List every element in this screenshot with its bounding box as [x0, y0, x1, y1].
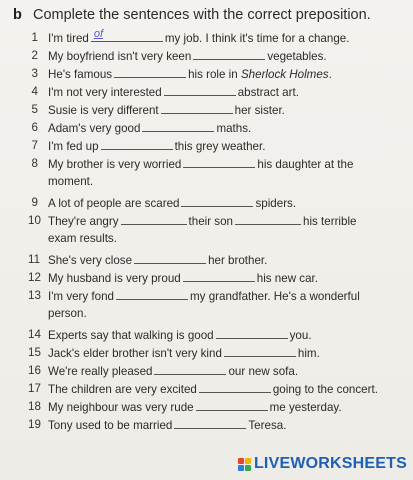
logo-square — [238, 458, 244, 464]
sentence-start: Experts say that walking is good — [48, 329, 214, 342]
liveworksheets-logo[interactable] — [238, 454, 407, 474]
italic-title: Sherlock Holmes — [240, 68, 329, 81]
sentence-punctuation: . — [328, 68, 332, 81]
item-number: 10 — [28, 214, 41, 227]
item-number: 19 — [28, 418, 41, 431]
answer-blank-16[interactable] — [154, 362, 226, 375]
sentence-start: Jack's elder brother isn't very kind — [48, 347, 222, 360]
sentence-start: A lot of people are scared — [48, 197, 180, 210]
sentence-end: maths. — [216, 122, 252, 135]
answer-blank-13[interactable] — [116, 287, 188, 300]
sentence-end: going to the concert. — [272, 383, 378, 396]
sentence-start: My brother is very worried — [48, 158, 182, 171]
sentence-end: abstract art. — [237, 86, 299, 99]
answer-blank-10b[interactable] — [235, 212, 301, 225]
item-number: 1 — [31, 31, 38, 44]
sentence-end: him. — [297, 347, 320, 360]
sentence-end: vegetables. — [267, 50, 327, 63]
answer-blank-15[interactable] — [224, 344, 296, 357]
answer-blank-3[interactable] — [114, 65, 186, 78]
sentence-start: Susie is very different — [48, 104, 159, 117]
item-number: 13 — [28, 289, 41, 302]
sentence-middle: their son — [188, 215, 233, 228]
item-number: 12 — [28, 271, 41, 284]
sentence-end: his daughter at the — [257, 158, 354, 171]
sentence-end: my grandfather. He's a wonderful — [190, 290, 360, 303]
sentence-end: you. — [289, 329, 312, 342]
item-number: 2 — [31, 49, 38, 62]
answer-blank-2[interactable] — [193, 47, 265, 60]
answer-blank-11[interactable] — [134, 251, 206, 264]
sentence-continuation: moment. — [48, 175, 94, 188]
sentence-start: She's very close — [48, 254, 133, 267]
sentence-end: me yesterday. — [269, 401, 342, 414]
answer-blank-19[interactable] — [174, 416, 246, 429]
logo-square — [245, 458, 251, 464]
answer-blank-18[interactable] — [196, 398, 268, 411]
sentence-end: my job. I think it's time for a change. — [164, 32, 350, 45]
answer-blank-6[interactable] — [142, 119, 214, 132]
sentence-end: her sister. — [234, 104, 285, 117]
answer-blank-4[interactable] — [164, 83, 236, 96]
item-number: 14 — [28, 328, 41, 341]
sentence-end: her brother. — [208, 254, 268, 267]
answer-blank-1[interactable] — [91, 29, 163, 42]
sentence-end: his new car. — [256, 272, 318, 285]
item-number: 15 — [28, 346, 41, 359]
answer-blank-12[interactable] — [183, 269, 255, 282]
item-number: 11 — [28, 253, 41, 266]
logo-square — [238, 465, 244, 471]
sentence-end: Teresa. — [248, 419, 287, 432]
sentence-end: his role in — [188, 68, 238, 81]
answer-blank-8[interactable] — [183, 155, 255, 168]
item-number: 5 — [31, 103, 38, 116]
item-number: 7 — [31, 139, 38, 152]
sentence-continuation: person. — [48, 307, 87, 320]
sentence-start: He's famous — [48, 68, 113, 81]
sentence-start: Tony used to be married — [48, 419, 173, 432]
sentence-start: I'm not very interested — [48, 86, 162, 99]
sentence-start: My husband is very proud — [48, 272, 181, 285]
sentence-end: our new sofa. — [228, 365, 299, 378]
sentence-start: The children are very excited — [48, 383, 197, 396]
answer-blank-9[interactable] — [181, 194, 253, 207]
sentence-start: My neighbour was very rude — [48, 401, 194, 414]
answer-blank-10a[interactable] — [121, 212, 187, 225]
answer-blank-14[interactable] — [216, 326, 288, 339]
logo-text: LIVEWORKSHEETS — [253, 455, 407, 472]
item-number: 8 — [31, 157, 38, 170]
item-number: 16 — [28, 364, 41, 377]
answer-blank-17[interactable] — [199, 380, 271, 393]
instruction-text: Complete the sentences with the correct preposition. — [33, 7, 371, 23]
sentence-start: I'm very fond — [48, 290, 115, 303]
sentence-end: this grey weather. — [174, 140, 266, 153]
sentence-start: I'm fed up — [48, 140, 99, 153]
item-number: 4 — [31, 85, 38, 98]
logo-square — [245, 465, 251, 471]
sentence-end: his terrible — [303, 215, 357, 228]
logo-squares-icon — [238, 458, 251, 471]
sentence-start: They're angry — [48, 215, 119, 228]
item-number: 6 — [31, 121, 38, 134]
item-number: 17 — [28, 382, 41, 395]
sentence-start: My boyfriend isn't very keen — [48, 50, 192, 63]
exercise-letter: b — [13, 7, 22, 23]
item-number: 3 — [31, 67, 38, 80]
exercise-instruction — [13, 4, 408, 26]
item-number: 18 — [28, 400, 41, 413]
sentence-end: spiders. — [255, 197, 297, 210]
sentence-start: Adam's very good — [48, 122, 141, 135]
sentence-start: We're really pleased — [48, 365, 153, 378]
answer-blank-7[interactable] — [101, 137, 173, 150]
filled-answer: of — [93, 28, 104, 40]
item-number: 9 — [31, 196, 38, 209]
sentence-continuation: exam results. — [48, 232, 117, 245]
sentence-start: I'm tired — [48, 32, 89, 45]
answer-blank-5[interactable] — [161, 101, 233, 114]
